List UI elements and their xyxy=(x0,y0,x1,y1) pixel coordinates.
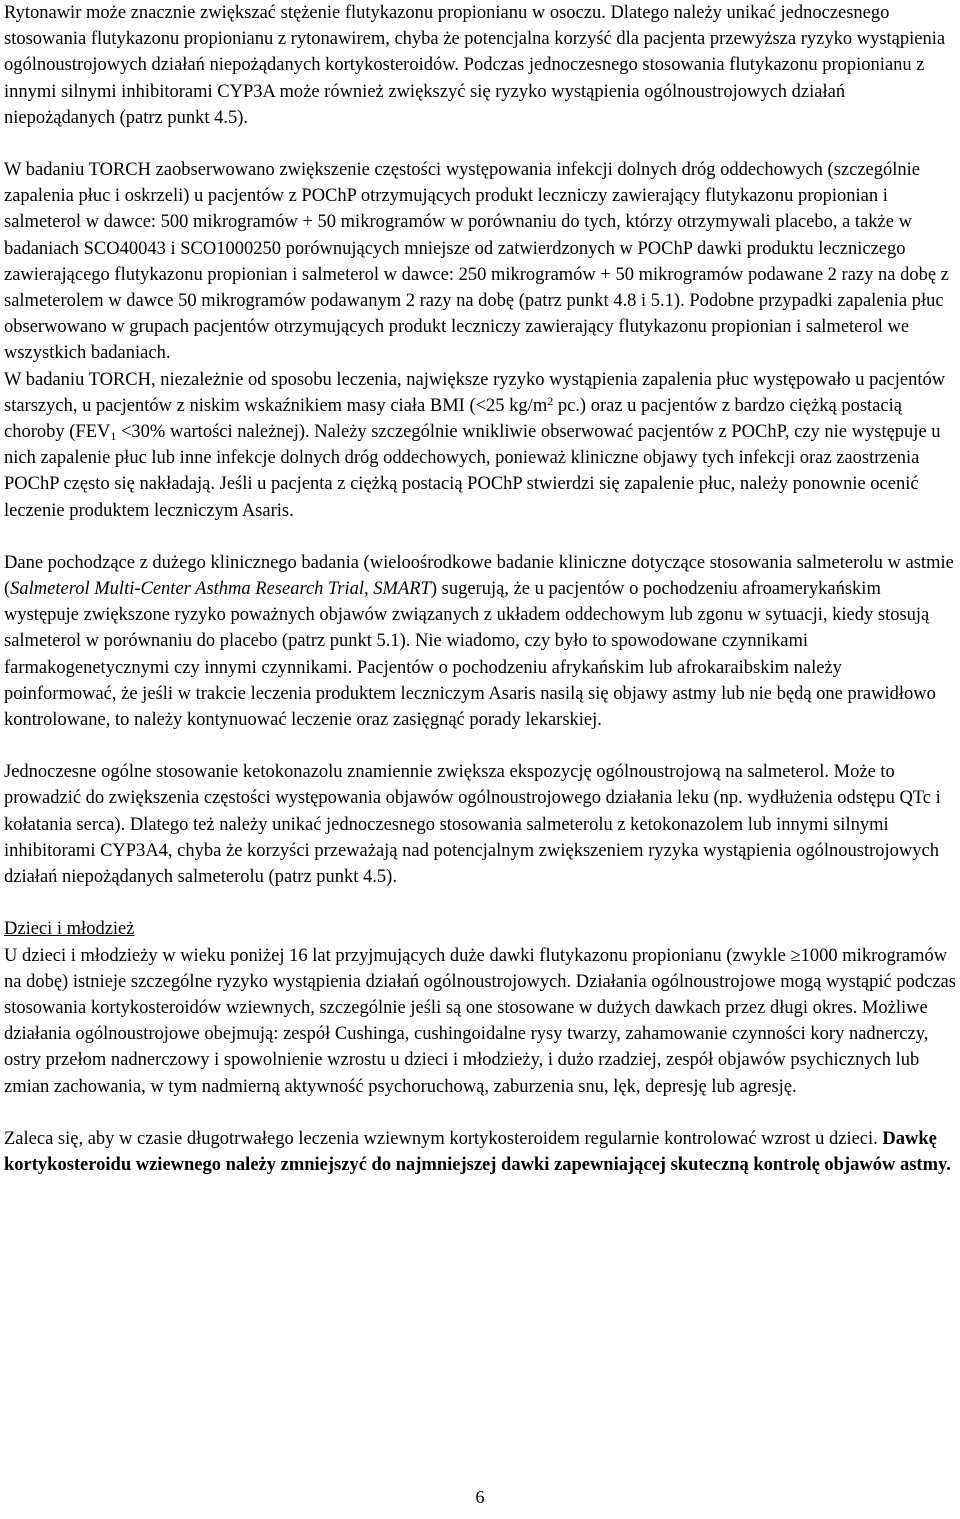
paragraph-torch xyxy=(4,157,956,524)
subscript-1: 1 xyxy=(110,429,117,444)
paragraph-smart-part2: ) sugerują, że u pacjentów o pochodzeniu afroamerykańskim występuje zwiększone ryzyko poważnych objawów związanych z układem oddechowym lub zgonu w sytuacji, kiedy stosują salmeterol w porównaniu do placebo (patrz punkt 5.1). Nie wiadomo, czy było to spowodowane czynnikami farmakogenetycznymi czy innymi czynnikami. Pacjentów o pochodzeniu afrykańskim lub afrokaraibskim należy poinformować, że jeśli w trakcie leczenia produktem leczniczym Asaris nasilą się objawy astmy lub nie będą one prawidłowo kontrolowane, to należy kontynuować leczenie oraz zasięgnąć porady lekarskiej. xyxy=(4,579,936,731)
greater-equal-sign: ≥ xyxy=(790,945,801,966)
paragraph-smart-part1: Dane pochodzące z dużego klinicznego badania (wieloośrodkowe badanie kliniczne dotyczące stosowania salmeterolu w astmie ( xyxy=(4,552,954,600)
paragraph-children xyxy=(4,943,956,1100)
document-page xyxy=(4,0,956,1178)
superscript-2: 2 xyxy=(547,393,554,408)
paragraph-growth-part1: Zaleca się, aby w czasie długotrwałego leczenia wziewnym kortykosteroidem regularnie kontrolować wzrost u dzieci. xyxy=(4,1128,883,1149)
paragraph-children-part2: 1000 mikrogramów na dobę) istnieje szczególne ryzyko wystąpienia działań ogólnoustrojowych. Działania ogólnoustrojowe mogą wystąpić podczas stosowania kortykosteroidów wziewnych, szczególnie jeśli są one stosowane w dużych dawkach przez długi okres. Możliwe działania ogólnoustrojowe obejmują: zespół Cushinga, cushingoidalne rysy twarzy, zahamowanie czynności kory nadnerczy, ostry przełom nadnerczowy i spowolnienie wzrostu u dzieci i młodzieży, i dużo rzadziej, zespół objawów psychicznych lub zmian zachowania, w tym nadmierną aktywność psychoruchową, zaburzenia snu, lęk, depresję lub agresję. xyxy=(4,945,956,1097)
section-heading: Dzieci i młodzież xyxy=(4,919,135,940)
paragraph-torch-part1: W badaniu TORCH zaobserwowano zwiększenie częstości występowania infekcji dolnych dróg oddechowych (szczególnie zapalenia płuc i oskrzeli) u pacjentów z POChP otrzymujących produkt leczniczy zawierający flutykazonu propionian i salmeterol w dawce: 500 mikrogramów + 50 mikrogramów w porównaniu do tych, którzy otrzymywali placebo, a także w badaniach SCO40043 i SCO1000250 porównujących mniejsze od zatwierdzonych w POChP dawki produktu leczniczego zawierającego flutykazonu propionian i salmeterol w dawce: 250 mikrogramów + 50 mikrogramów podawane 2 razy na dobę z salmeterolem w dawce 50 mikrogramów podawanym 2 razy na dobę (patrz punkt 4.8 i 5.1). Podobne przypadki zapalenia płuc obserwowano w grupach pacjentów otrzymujących produkt leczniczy zawierający flutykazonu propionian i salmeterol we wszystkich badaniach. xyxy=(4,160,949,364)
paragraph-smart-italic: Salmeterol Multi-Center Asthma Research Trial, SMART xyxy=(10,579,431,600)
paragraph-children-part1: U dzieci i młodzieży w wieku poniżej 16 lat przyjmujących duże dawki flutykazonu propionianu (zwykle xyxy=(4,945,791,966)
paragraph-torch-part3: pc.) oraz u pacjentów z bardzo ciężką postacią choroby (FEV xyxy=(4,395,902,443)
paragraph-ritonavir-part1: Rytonawir może znacznie zwiększać stężenie flutykazonu propionianu w osoczu. Dlatego należy unikać jednoczesnego stosowania flutykazonu propionianu z rytonawirem, chyba że potencjalna korzyść dla pacjenta przewyższa ryzyko wystąpienia ogólnoustrojowych działań niepożądanych kortykosteroidów. xyxy=(4,3,946,76)
paragraph-torch-part2: W badaniu TORCH, niezależnie od sposobu leczenia, największe ryzyko wystąpienia zapalenia płuc występowało u pacjentów starszych, u pacjentów z niskim wskaźnikiem masy ciała BMI (<25 kg/m xyxy=(4,369,946,416)
paragraph-torch-part4: <30% wartości należnej). Należy szczególnie wnikliwie obserwować pacjentów z POChP, czy nie występuje u nich zapalenie płuc lub inne infekcje dolnych dróg oddechowych, ponieważ kliniczne objawy tych infekcji oraz zaostrzenia POChP często się nakładają. Jeśli u pacjenta z ciężką postacią POChP stwierdzi się zapalenie płuc, należy ponownie ocenić leczenie produktem leczniczym Asaris. xyxy=(4,422,941,521)
paragraph-ketoconazole: Jednoczesne ogólne stosowanie ketokonazolu znamiennie zwiększa ekspozycję ogólnoustrojową na salmeterol. Może to prowadzić do zwiększenia częstości występowania objawów ogólnoustrojowego działania leku (np. wydłużenia odstępu QTc i kołatania serca). Dlatego też należy unikać jednoczesnego stosowania salmeterolu z ketokonazolem lub innymi silnymi inhibitorami CYP3A4, chyba że korzyści przeważają nad potencjalnym zwiększeniem ryzyka wystąpienia ogólnoustrojowych działań niepożądanych salmeterolu (patrz punkt 4.5). xyxy=(4,762,941,888)
page-number: 6 xyxy=(475,1487,485,1507)
paragraph-growth-bold: Dawkę kortykosteroidu wziewnego należy zmniejszyć do najmniejszej dawki zapewniającej skuteczną kontrolę objawów astmy. xyxy=(4,1128,951,1175)
paragraph-smart xyxy=(4,550,956,733)
paragraph-growth xyxy=(4,1126,956,1178)
paragraph-ritonavir xyxy=(4,0,956,131)
paragraph-ritonavir-part2: Podczas jednoczesnego stosowania flutykazonu propionianu z innymi silnymi inhibitorami CYP3A może również zwiększyć się ryzyko wystąpienia ogólnoustrojowych działań niepożądanych (patrz punkt 4.5). xyxy=(4,55,925,128)
